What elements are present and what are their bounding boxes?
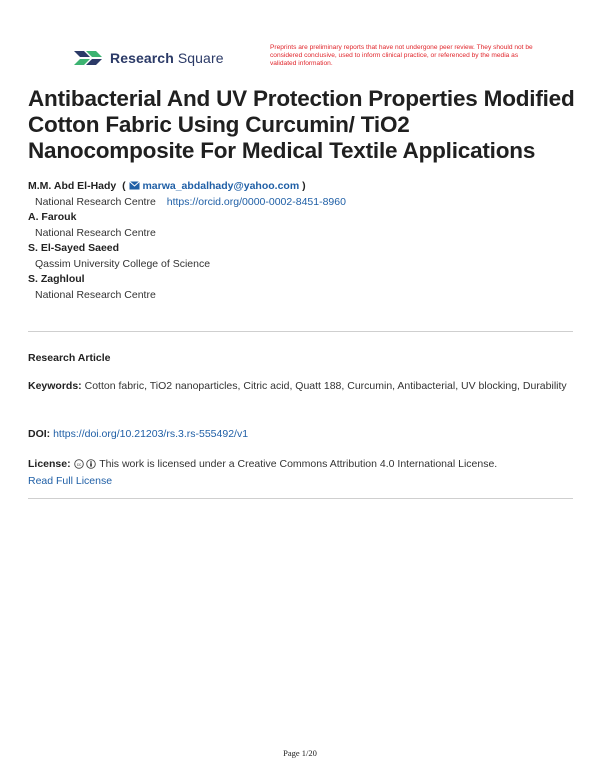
- author-1-name: M.M. Abd El-Hady: [28, 180, 117, 192]
- keywords-text: Cotton fabric, TiO2 nanoparticles, Citric acid, Quatt 188, Curcumin, Antibacterial, UV blocking, Durability: [84, 380, 567, 392]
- research-square-logo-icon: [74, 48, 102, 68]
- logo-word-square: Square: [177, 50, 224, 66]
- author-1-email-link[interactable]: marwa_abdalhady@yahoo.com: [142, 180, 300, 192]
- author-2-name: A. Farouk: [28, 211, 77, 223]
- divider: [28, 498, 573, 499]
- author-list: [28, 180, 573, 304]
- author-4-affiliation: National Research Centre: [35, 289, 156, 301]
- keywords-label: Keywords:: [28, 380, 82, 392]
- keywords-section: [28, 379, 573, 394]
- read-full-license-link[interactable]: Read Full License: [28, 475, 113, 487]
- research-square-logo[interactable]: [74, 48, 224, 68]
- attribution-icon: [86, 459, 96, 474]
- license-text: This work is licensed under a Creative Commons Attribution 4.0 International License.: [99, 458, 498, 470]
- page-header: [0, 0, 600, 80]
- author-name: M.M. Abd El-Hady ( marwa_abdalhady@yahoo.com ): [28, 180, 306, 192]
- svg-text:cc: cc: [76, 461, 81, 467]
- author-1-orcid-link[interactable]: https://orcid.org/0000-0002-8451-8960: [166, 196, 346, 208]
- creative-commons-icon: [74, 459, 84, 474]
- license-label: License:: [28, 458, 71, 470]
- preprint-notice: Preprints are preliminary reports that have not undergone peer review. They should not be considered conclusive, used to inform clinical practice, or referenced by the media as validated information.: [270, 44, 533, 67]
- author-3-name: S. El-Sayed Saeed: [28, 242, 120, 254]
- doi-link[interactable]: https://doi.org/10.21203/rs.3.rs-555492/v1: [53, 428, 249, 440]
- author-2-affiliation: National Research Centre: [35, 227, 156, 239]
- logo-word-research: Research: [110, 50, 174, 66]
- article-type-label: Research Article: [28, 352, 111, 364]
- paper-title: Antibacterial And UV Protection Properties Modified Cotton Fabric Using Curcumin/ TiO2 Nanocomposite For Medical Textile Applications: [28, 86, 575, 163]
- doi-section: [28, 427, 573, 442]
- author-3-affiliation: Qassim University College of Science: [35, 258, 211, 270]
- page-number: Page 1/20: [283, 748, 317, 758]
- author-1-affiliation: National Research Centre: [35, 196, 156, 208]
- article-type: [28, 351, 573, 366]
- doi-label: DOI:: [28, 428, 51, 440]
- author-affiliation: [28, 193, 573, 211]
- divider: [28, 331, 573, 332]
- author-4-name: S. Zaghloul: [28, 273, 85, 285]
- license-section: [28, 457, 573, 489]
- logo-wordmark: [110, 50, 224, 66]
